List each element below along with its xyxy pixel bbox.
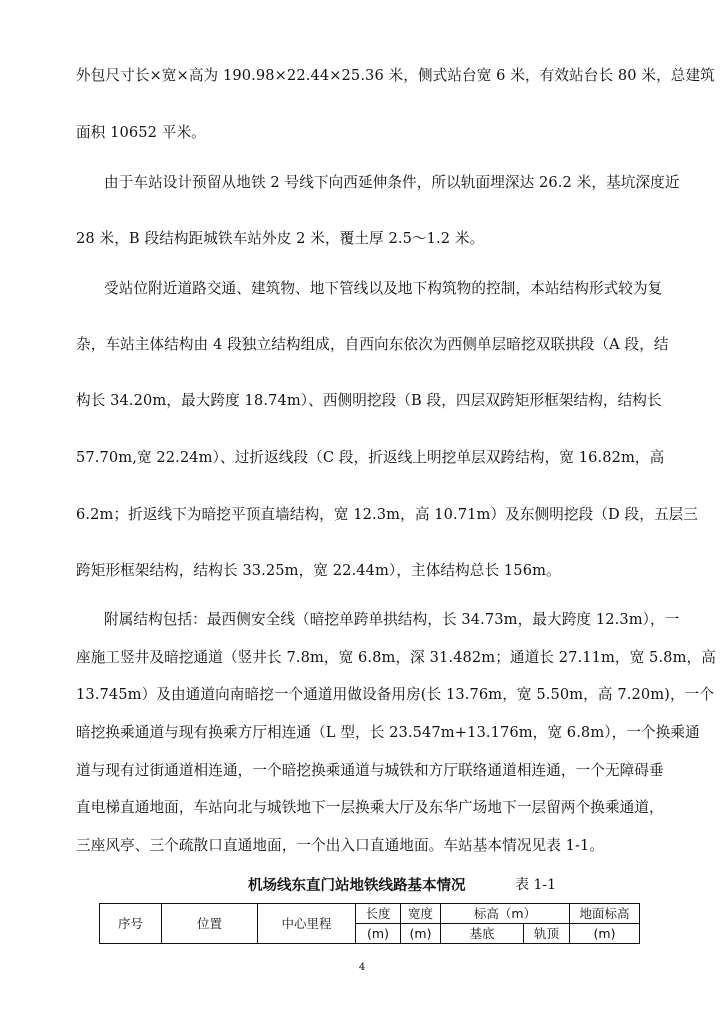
table-number: 表 1-1: [515, 877, 556, 893]
header-rail-top: 轨顶: [524, 924, 570, 944]
header-base: 基底: [441, 924, 524, 944]
paragraph-line: 道与现有过街通道相连通，一个暗挖换乘通道与城铁和方厅联络通道相连通，一个无障碍垂: [76, 762, 664, 779]
header-location: 位置: [162, 904, 258, 944]
paragraph-line: 暗挖换乘通道与现有换乘方厅相连通（L 型，长 23.547m+13.176m，宽 6.8m），一个换乘通: [76, 724, 700, 741]
page-number: 4: [358, 962, 366, 973]
paragraph-line: 57.70m,宽 22.24m）、过折返线段（C 段，折返线上明挖单层双跨结构，宽 16.82m，高: [76, 449, 665, 466]
header-length-unit: (m): [356, 924, 401, 944]
paragraph-line: 28 米，B 段结构距城铁车站外皮 2 米，覆土厚 2.5～1.2 米。: [76, 230, 485, 247]
header-width-unit: (m): [401, 924, 441, 944]
paragraph-line: 外包尺寸长×宽×高为 190.98×22.44×25.36 米，侧式站台宽 6 米，有效站台长 80 米，总建筑: [76, 67, 715, 84]
paragraph-line: 由于车站设计预留从地铁 2 号线下向西延伸条件，所以轨面埋深达 26.2 米，基坑深度近: [104, 174, 680, 191]
paragraph-line: 6.2m；折返线下为暗挖平顶直墙结构，宽 12.3m，高 10.71m）及东侧明挖段（D 段，五层三: [76, 506, 699, 523]
paragraph-line: 跨矩形框架结构，结构长 33.25m，宽 22.44m），主体结构总长 156m。: [76, 562, 561, 579]
paragraph-line: 构长 34.20m，最大跨度 18.74m）、西侧明挖段（B 段，四层双跨矩形框架结构，结构长: [76, 392, 662, 409]
header-length: 长度: [356, 904, 401, 924]
header-center-mileage: 中心里程: [258, 904, 356, 944]
header-width: 宽度: [401, 904, 441, 924]
station-info-table: [99, 903, 640, 944]
paragraph-line: 面积 10652 平米。: [76, 124, 206, 141]
header-ground-elevation: 地面标高: [570, 904, 640, 924]
paragraph-line: 直电梯直通地面，车站向北与城铁地下一层换乘大厅及东华广场地下一层留两个换乘通道，: [76, 799, 664, 816]
paragraph-line: 杂，车站主体结构由 4 段独立结构组成，自西向东依次为西侧单层暗挖双联拱段（A 段，结: [76, 336, 669, 353]
paragraph-line: 座施工竖井及暗挖通道（竖井长 7.8m，宽 6.8m，深 31.482m；通道长 27.11m，宽 5.8m，高: [76, 649, 716, 666]
header-elevation: 标高（m）: [441, 904, 570, 924]
table-title: 机场线东直门站地铁线路基本情况: [248, 878, 466, 894]
paragraph-line: 附属结构包括：最西侧安全线（暗挖单跨单拱结构，长 34.73m，最大跨度 12.3m），一: [104, 611, 680, 628]
header-seq: 序号: [100, 904, 162, 944]
header-ground-unit: (m): [570, 924, 640, 944]
paragraph-line: 三座风亭、三个疏散口直通地面，一个出入口直通地面。车站基本情况见表 1-1。: [76, 837, 605, 854]
paragraph-line: 13.745m）及由通道向南暗挖一个通道用做设备用房(长 13.76m，宽 5.50m，高 7.20m)，一个: [76, 686, 715, 703]
paragraph-line: 受站位附近道路交通、建筑物、地下管线以及地下构筑物的控制，本站结构形式较为复: [104, 280, 663, 297]
